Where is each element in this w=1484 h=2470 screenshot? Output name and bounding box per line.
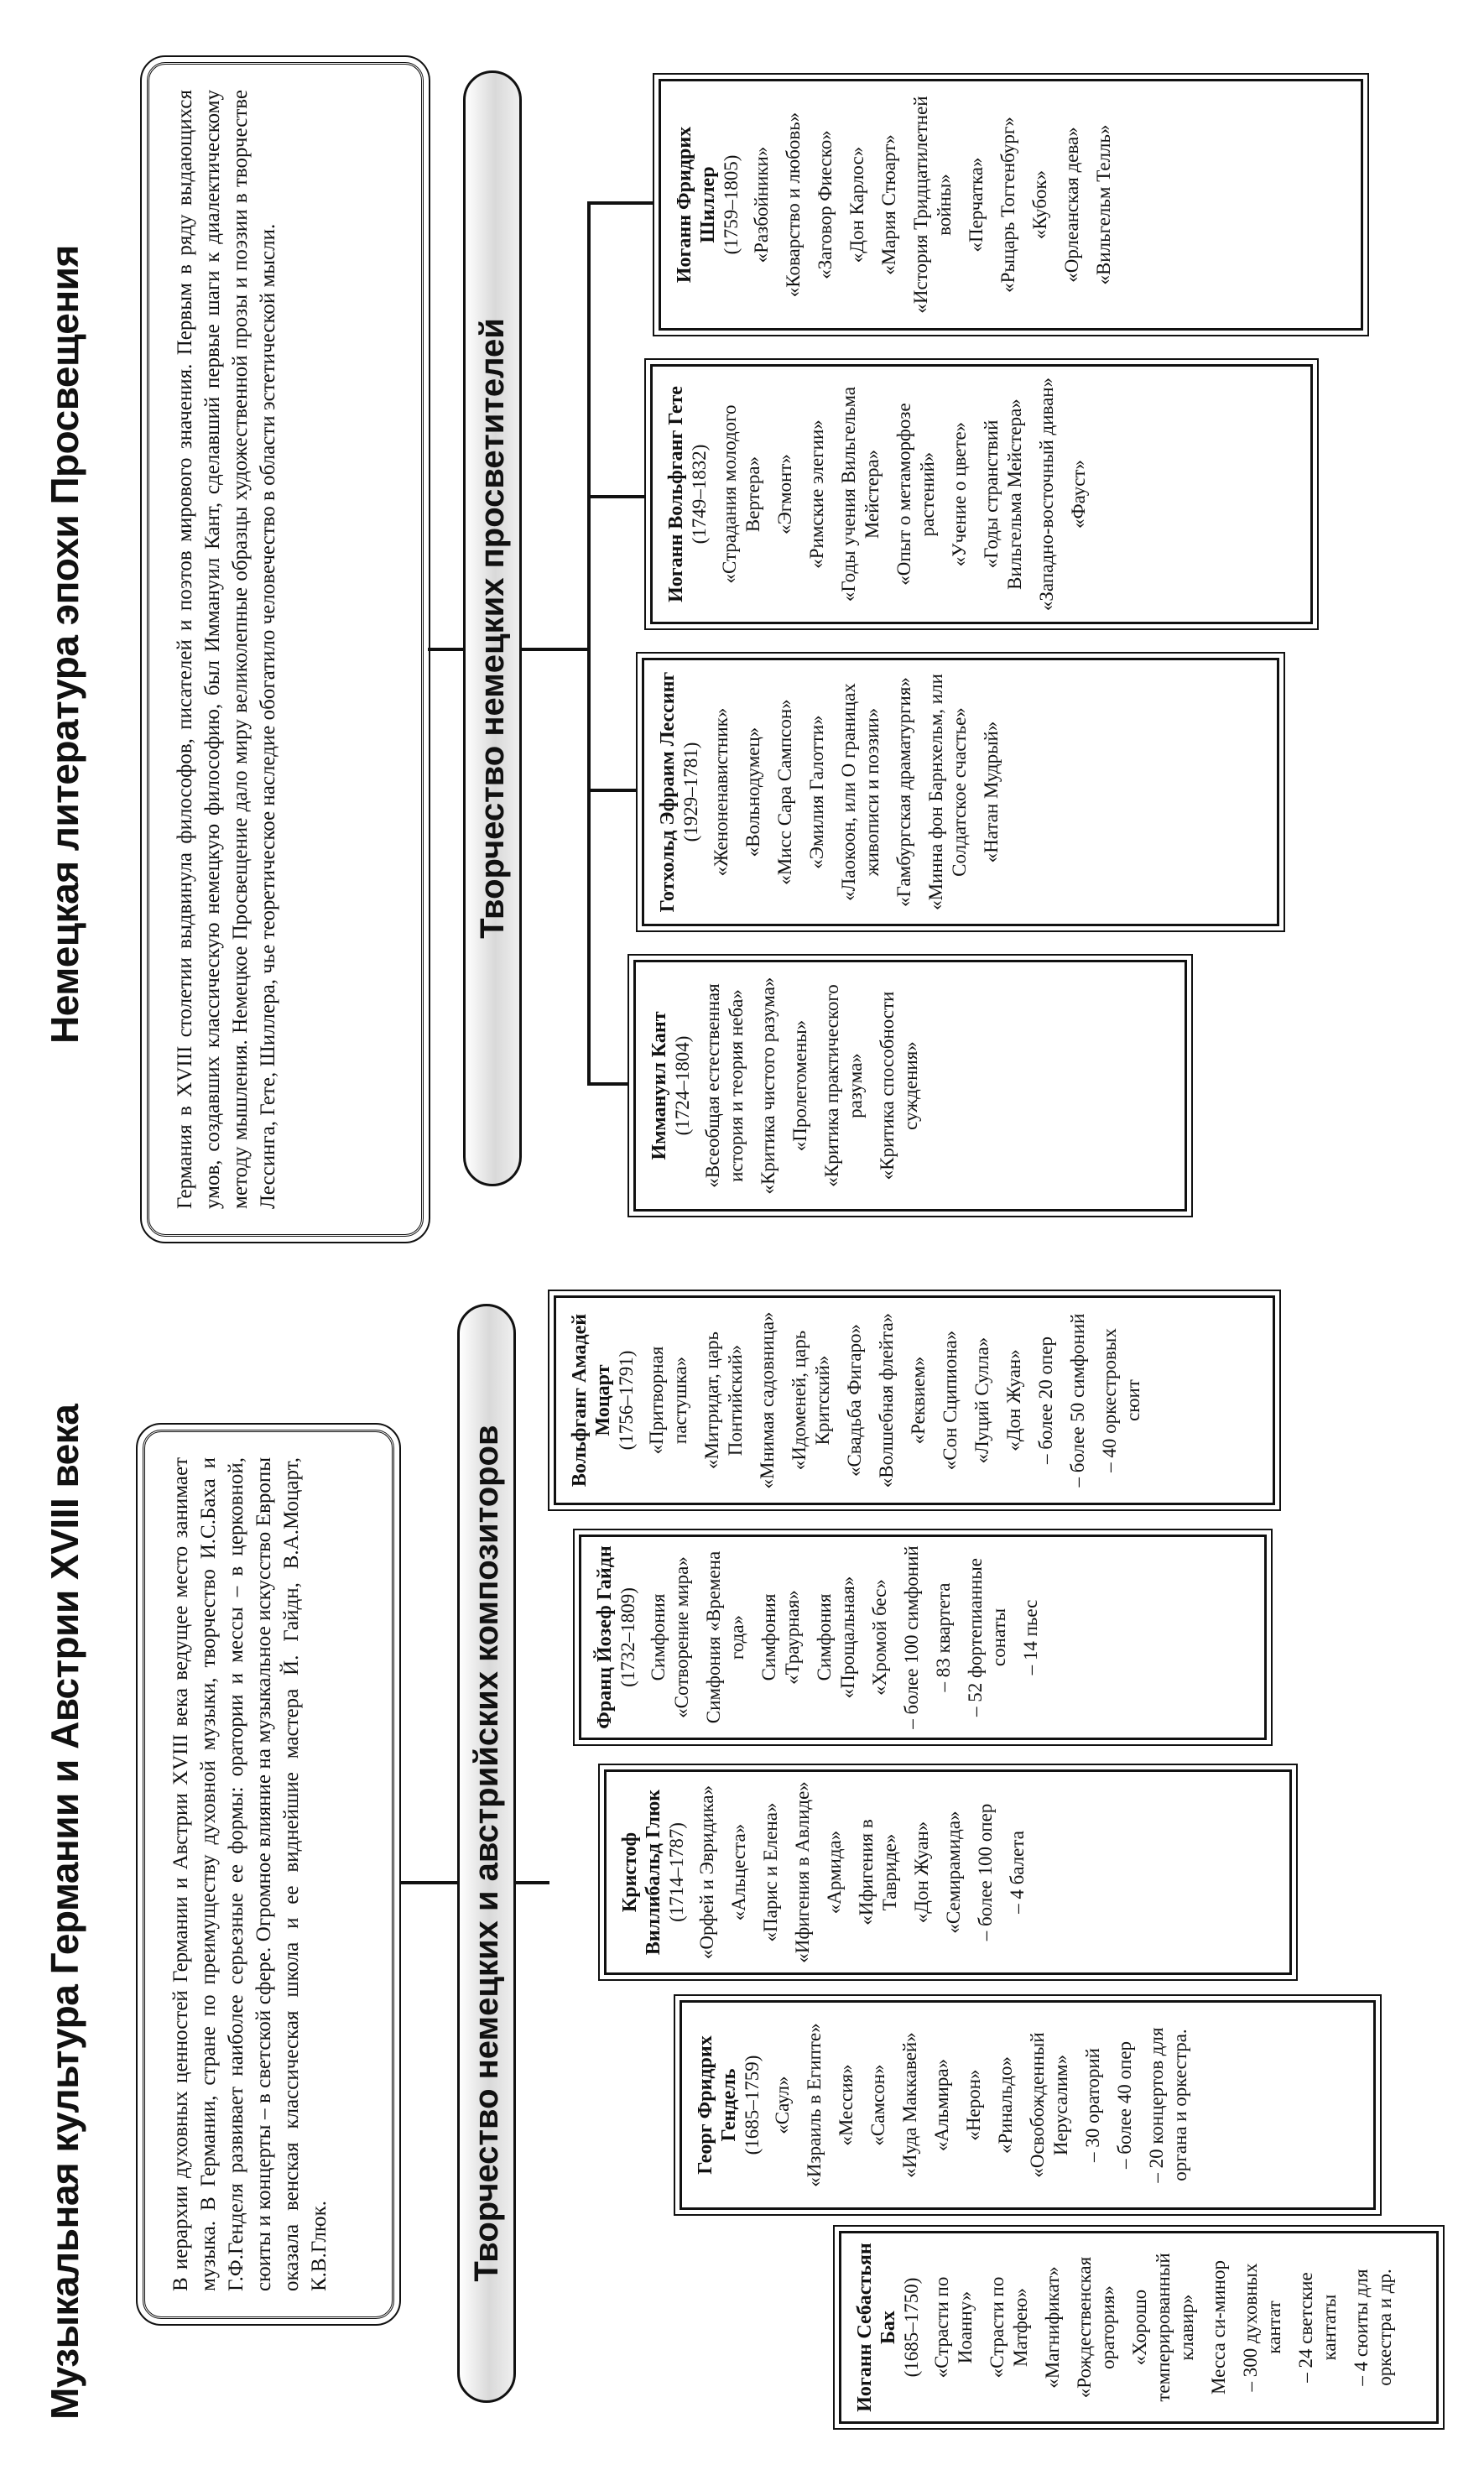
work-item: «Сон Сципиона» [940,1330,961,1471]
work-item: «Вильгельм Телль» [1093,124,1114,285]
work-item: «Луций Сулла» [971,1337,992,1464]
work-item: «Минна фон Барнхельм, или Солдатское счастье» [925,674,970,910]
work-item: «Эгмонт» [774,454,795,534]
work-item: «Эмилия Галотти» [806,715,827,869]
work-item: «Учение о цвете» [949,421,970,567]
work-item: «Женоненавистник» [711,707,732,877]
work-item: «Пролегомены» [789,1019,810,1152]
literature-connector-trunk [428,648,463,651]
literature-banner: Творчество немецких просветителей [463,70,522,1186]
work-item: «Критика чистого разума» [758,977,778,1195]
work-item: – 30 ораторий [1082,2048,1103,2162]
work-item: «Мнимая садовница» [757,1311,778,1489]
literature-connector-schiller [587,201,654,205]
work-item: «Иуда Маккавей» [899,2032,920,2178]
composer-card-gluck [604,1769,1292,1975]
work-item: «Альцеста» [728,1823,749,1921]
work-item: «Притворная пастушка» [646,1346,690,1455]
literature-connector-lessing [587,789,638,792]
literature-intro: Германия в XVIII столетии выдвинула философов, писателей и поэтов мирового значения. Первым в ряду выдающихся умов, создавших классическую немецкую философию, был Иммануил Кант, сделавший первые шаги к диалектическому методу мышления. Немецкое Просвещение дало миру великолепные образцы художественной прозы и поэзии в творчестве Лессинга, Гете, Шиллера, чье теоретическое наследие обогатило человечество в области эстетической мысли. [147,62,424,1237]
work-item: «Ринальдо» [995,2056,1016,2154]
work-item: – более 100 опер [975,1803,996,1941]
composer-name: Кристоф Виллибальд Глюк [619,1789,664,1956]
work-item: «Дон Жуан» [1003,1349,1024,1451]
composer-years: (1714–1787) [666,1822,687,1922]
work-item: Месса си-минор [1208,2260,1229,2394]
work-item: «Ифигения в Авлиде» [792,1781,813,1963]
music-banner: Творчество немецких и австрийских композиторов [457,1304,516,2403]
work-item: – 4 сюиты для оркестра и др. [1351,2269,1395,2386]
work-item: – 40 оркестровых сюит [1099,1328,1143,1472]
work-item: «Свадьба Фигаро» [844,1323,865,1477]
composer-years: (1732–1809) [617,1587,638,1687]
composer-name: Иоганн Себастьян Бах [854,2243,899,2412]
work-item: «Мессия» [836,2064,857,2146]
work-item: «Идоменей, царь Критский» [789,1330,833,1471]
work-item: «Парис и Елена» [760,1802,781,1942]
work-item: «Израиль в Египте» [804,2023,825,2187]
literature-connector-drop [522,648,589,651]
work-item: «Дон Жуан» [911,1821,932,1924]
work-item: «Страсти по Иоанну» [931,2276,976,2379]
composer-name: Франц Йозеф Гайдн [594,1545,616,1729]
author-name: Иммануил Кант [648,1011,670,1160]
work-item: «Волшебная флейта» [876,1312,897,1488]
composer-name: Вольфганг Амадей Моцарт [569,1313,614,1488]
author-years: (1929–1781) [680,742,701,842]
work-item: «Критика практического разума» [821,984,866,1187]
composer-name: Георг Фридрих Гендель [695,2035,740,2175]
work-item: «Магнификат» [1042,2266,1063,2389]
work-item: «Критика способности суждения» [877,991,921,1180]
work-item: «Страдания молодого Вертера» [719,404,763,584]
work-item: «Орлеанская дева» [1061,127,1082,283]
work-item: – более 20 опер [1035,1336,1056,1465]
music-intro: В иерархии духовных ценностей Германии и Австрии XVIII века ведущее место занимает музыка. В Германии, стране по преимуществу духовной музыки, творчество И.С.Баха и Г.Ф.Генделя развивает наиболее серьезные ее формы: оратории и мессы – в церковной, сюиты и концерты – в светской сфере. Огромное влияние на музыкальное искусство Европы оказала венская классическая школа и ее виднейшие мастера Й. Гайдн, В.А.Моцарт, К.В.Глюк. [143,1430,394,2319]
work-item: – более 40 опер [1114,2040,1135,2170]
work-item: – более 50 симфоний [1067,1313,1088,1488]
work-item: «Коварство и любовь» [783,112,804,298]
work-item: «Митридат, царь Понтийский» [701,1331,746,1470]
work-item: «Орфей и Эвридика» [696,1785,717,1960]
author-name: Иоганн Вольфганг Гете [665,386,687,602]
composer-card-bach [839,2231,1439,2424]
work-item: – 24 светские кантаты [1295,2272,1340,2383]
work-item: «Дон Карлос» [846,146,867,263]
work-item: «Лаокоон, или О границах живописи и поэзии» [838,683,883,901]
work-item: – более 100 симфоний [901,1545,922,1729]
work-item: «Хорошо темперированный клавир» [1129,2253,1197,2402]
work-item: «Опыт о метаморфозе растений» [893,403,938,586]
work-item: – 20 концертов для органа и оркестра. [1146,2027,1190,2183]
work-item: «Римские элегии» [806,419,827,569]
work-item: «Альмира» [931,2058,952,2152]
author-card-kant [633,960,1187,1212]
author-years: (1749–1832) [689,444,710,545]
music-connector-drop [516,1881,549,1884]
work-item: «Ифигения в Тавриде» [856,1819,900,1925]
work-item: «Всеобщая естественная история и теория неба» [702,983,747,1188]
literature-connector-kant [587,1082,629,1086]
work-item: «Годы учения Вильгельма Мейстера» [838,386,883,602]
work-item: «Саул» [772,2076,793,2134]
work-item: «История Тридцатилетней войны» [910,96,955,314]
work-item: «Нерон» [963,2069,984,2141]
work-item: «Освобожденный Иерусалим» [1027,2032,1071,2178]
author-card-schiller [659,79,1363,331]
author-name: Готхольд Эфраим Лессинг [657,671,679,913]
work-item: – 83 квартета [933,1582,954,1692]
composer-years: (1756–1791) [616,1350,637,1451]
work-item: «Фауст» [1068,460,1089,529]
work-item: «Реквием» [908,1356,929,1445]
work-item: Симфония «Траурная» [758,1590,803,1685]
literature-connector-goethe [587,495,646,498]
work-item: «Страсти по Матфею» [987,2276,1031,2379]
music-title: Музыкальная культура Германии и Австрии XVIII века [43,1404,86,2420]
literature-title: Немецкая литература эпохи Просвещения [43,245,86,1044]
work-item: «Западно-восточный диван» [1036,377,1057,612]
work-item: «Хромой бес» [869,1579,890,1696]
composer-years: (1685–1750) [901,2277,922,2378]
composer-card-mozart [554,1295,1275,1505]
author-name: Иоганн Фридрих Шиллер [674,126,719,284]
work-item: «Натан Мудрый» [981,721,1002,863]
author-years: (1724–1804) [672,1035,693,1136]
work-item: «Самсон» [867,2064,888,2146]
author-card-goethe [650,364,1313,624]
work-item: Симфония «Сотворение мира» [648,1556,692,1718]
author-years: (1759–1805) [721,154,742,255]
work-item: «Рождественская оратория» [1074,2256,1118,2399]
literature-connector-bus [587,205,591,1086]
work-item: «Рыцарь Тоггенбург» [997,117,1018,293]
work-item: «Армида» [824,1830,845,1915]
composer-card-handel [680,2000,1376,2210]
author-card-lessing [642,658,1279,926]
composer-card-haydn [579,1535,1267,1740]
work-item: «Вольнодумец» [742,727,763,857]
work-item: «Годы странствий Вильгельма Мейстера» [981,399,1025,590]
composer-years: (1685–1759) [742,2055,763,2155]
work-item: «Заговор Фиеско» [815,130,836,279]
work-item: – 14 пьес [1020,1599,1041,1675]
work-item: «Перчатка» [966,157,987,253]
work-item: «Разбойники» [751,146,772,263]
work-item: – 4 балета [1007,1831,1028,1914]
work-item: Симфония «Прощальная» [814,1576,858,1699]
work-item: «Мисс Сара Сампсон» [774,699,795,885]
work-item: «Мария Стюарт» [878,134,899,275]
work-item: – 300 духовных кантат [1240,2263,1284,2392]
work-item: Симфония «Времена года» [703,1550,747,1724]
work-item: «Гамбургская драматургия» [893,677,914,907]
work-item: «Кубок» [1029,169,1050,240]
work-item: – 52 фортепианные сонаты [965,1558,1009,1717]
work-item: «Семирамида» [943,1811,964,1934]
music-connector-trunk [401,1881,461,1884]
